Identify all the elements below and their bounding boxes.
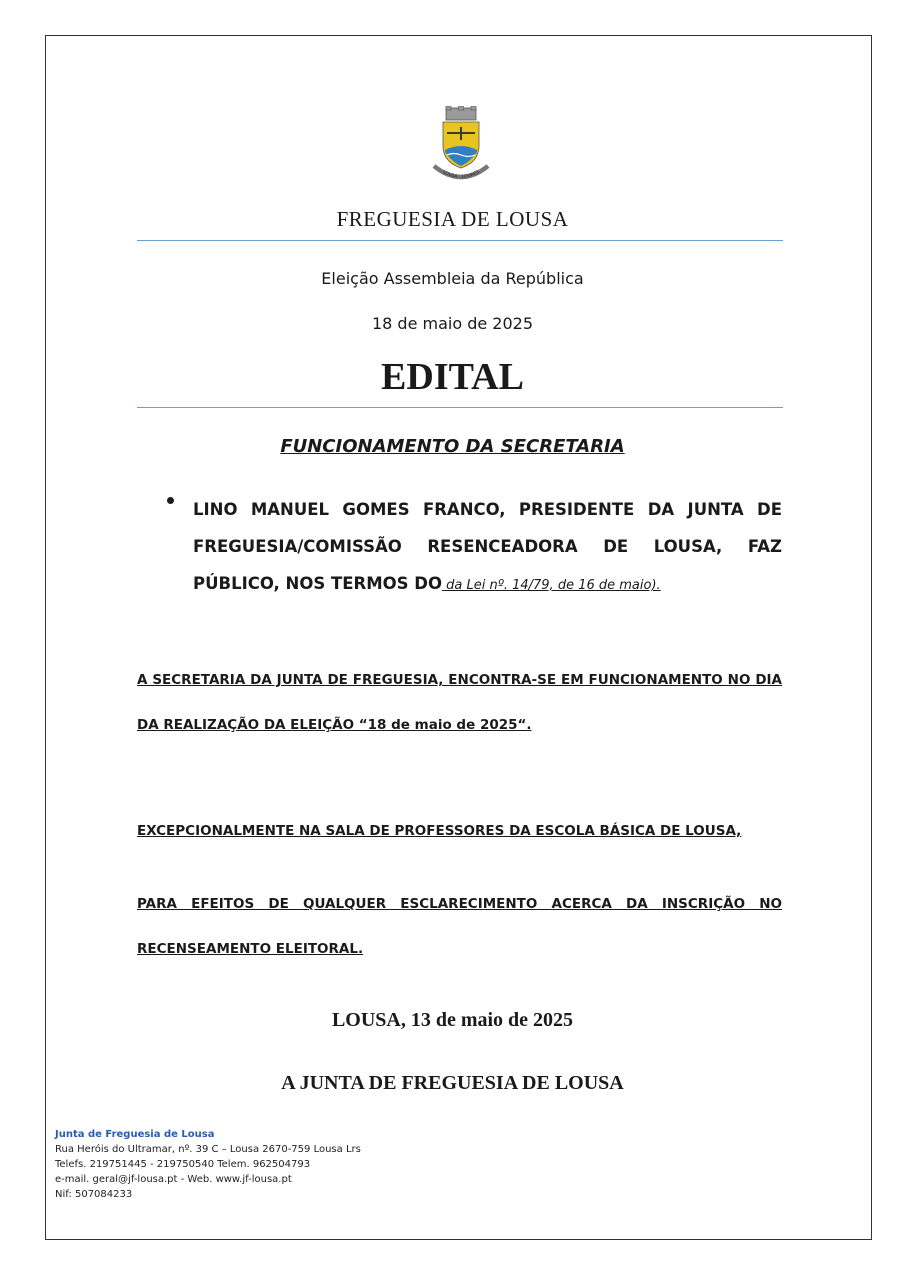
election-date: 18 de maio de 2025: [371, 314, 534, 333]
footer-org: Junta de Freguesia de Lousa: [55, 1129, 215, 1140]
title-divider: [137, 407, 783, 408]
parish-title: FREGUESIA DE LOUSA: [336, 207, 569, 231]
announcement-text: LINO MANUEL GOMES FRANCO, PRESIDENTE DA JUNTA DE FREGUESIA/COMISSÃO RESENCEADORA DE LOUSA, FAZ PÚBLICO, NOS TERMOS DO: [193, 500, 782, 593]
footer-contact: [55, 1127, 361, 1202]
footer-address: Rua Heróis do Ultramar, nº. 39 C – Lousa 2670-759 Lousa Lrs: [55, 1144, 361, 1155]
footer-phones: Telefs. 219751445 - 219750540 Telem. 962504793: [55, 1159, 311, 1170]
law-reference: da Lei nº. 14/79, de 16 de maio).: [442, 578, 661, 593]
section-heading: FUNCIONAMENTO DA SECRETARIA: [280, 436, 625, 457]
coat-of-arms-icon: [430, 106, 492, 182]
election-name: Eleição Assembleia da República: [321, 269, 584, 288]
footer-web: e-mail. geral@jf-lousa.pt - Web. www.jf-lousa.pt: [55, 1174, 292, 1185]
crown-icon: [446, 106, 476, 120]
document-title: EDITAL: [381, 356, 524, 398]
footer-nif: Nif: 507084233: [55, 1189, 133, 1200]
announcement-bullet: [193, 491, 782, 604]
bullet-icon: [167, 497, 174, 504]
office-hours-paragraph: A SECRETARIA DA JUNTA DE FREGUESIA, ENCONTRA-SE EM FUNCIONAMENTO NO DIA DA REALIZAÇÃO DA ELEIÇÃO “18 de maio de 2025“.: [137, 672, 782, 733]
location-paragraph: EXCEPCIONALMENTE NA SALA DE PROFESSORES DA ESCOLA BÁSICA DE LOUSA,: [137, 823, 742, 839]
purpose-paragraph: PARA EFEITOS DE QUALQUER ESCLARECIMENTO ACERCA DA INSCRIÇÃO NO RECENSEAMENTO ELEITORAL.: [137, 896, 782, 957]
signature: A JUNTA DE FREGUESIA DE LOUSA: [281, 1072, 624, 1094]
svg-text:LOUSA - LOURES: LOUSA - LOURES: [441, 170, 481, 181]
header-divider: [137, 240, 783, 241]
place-date: LOUSA, 13 de maio de 2025: [331, 1009, 574, 1031]
